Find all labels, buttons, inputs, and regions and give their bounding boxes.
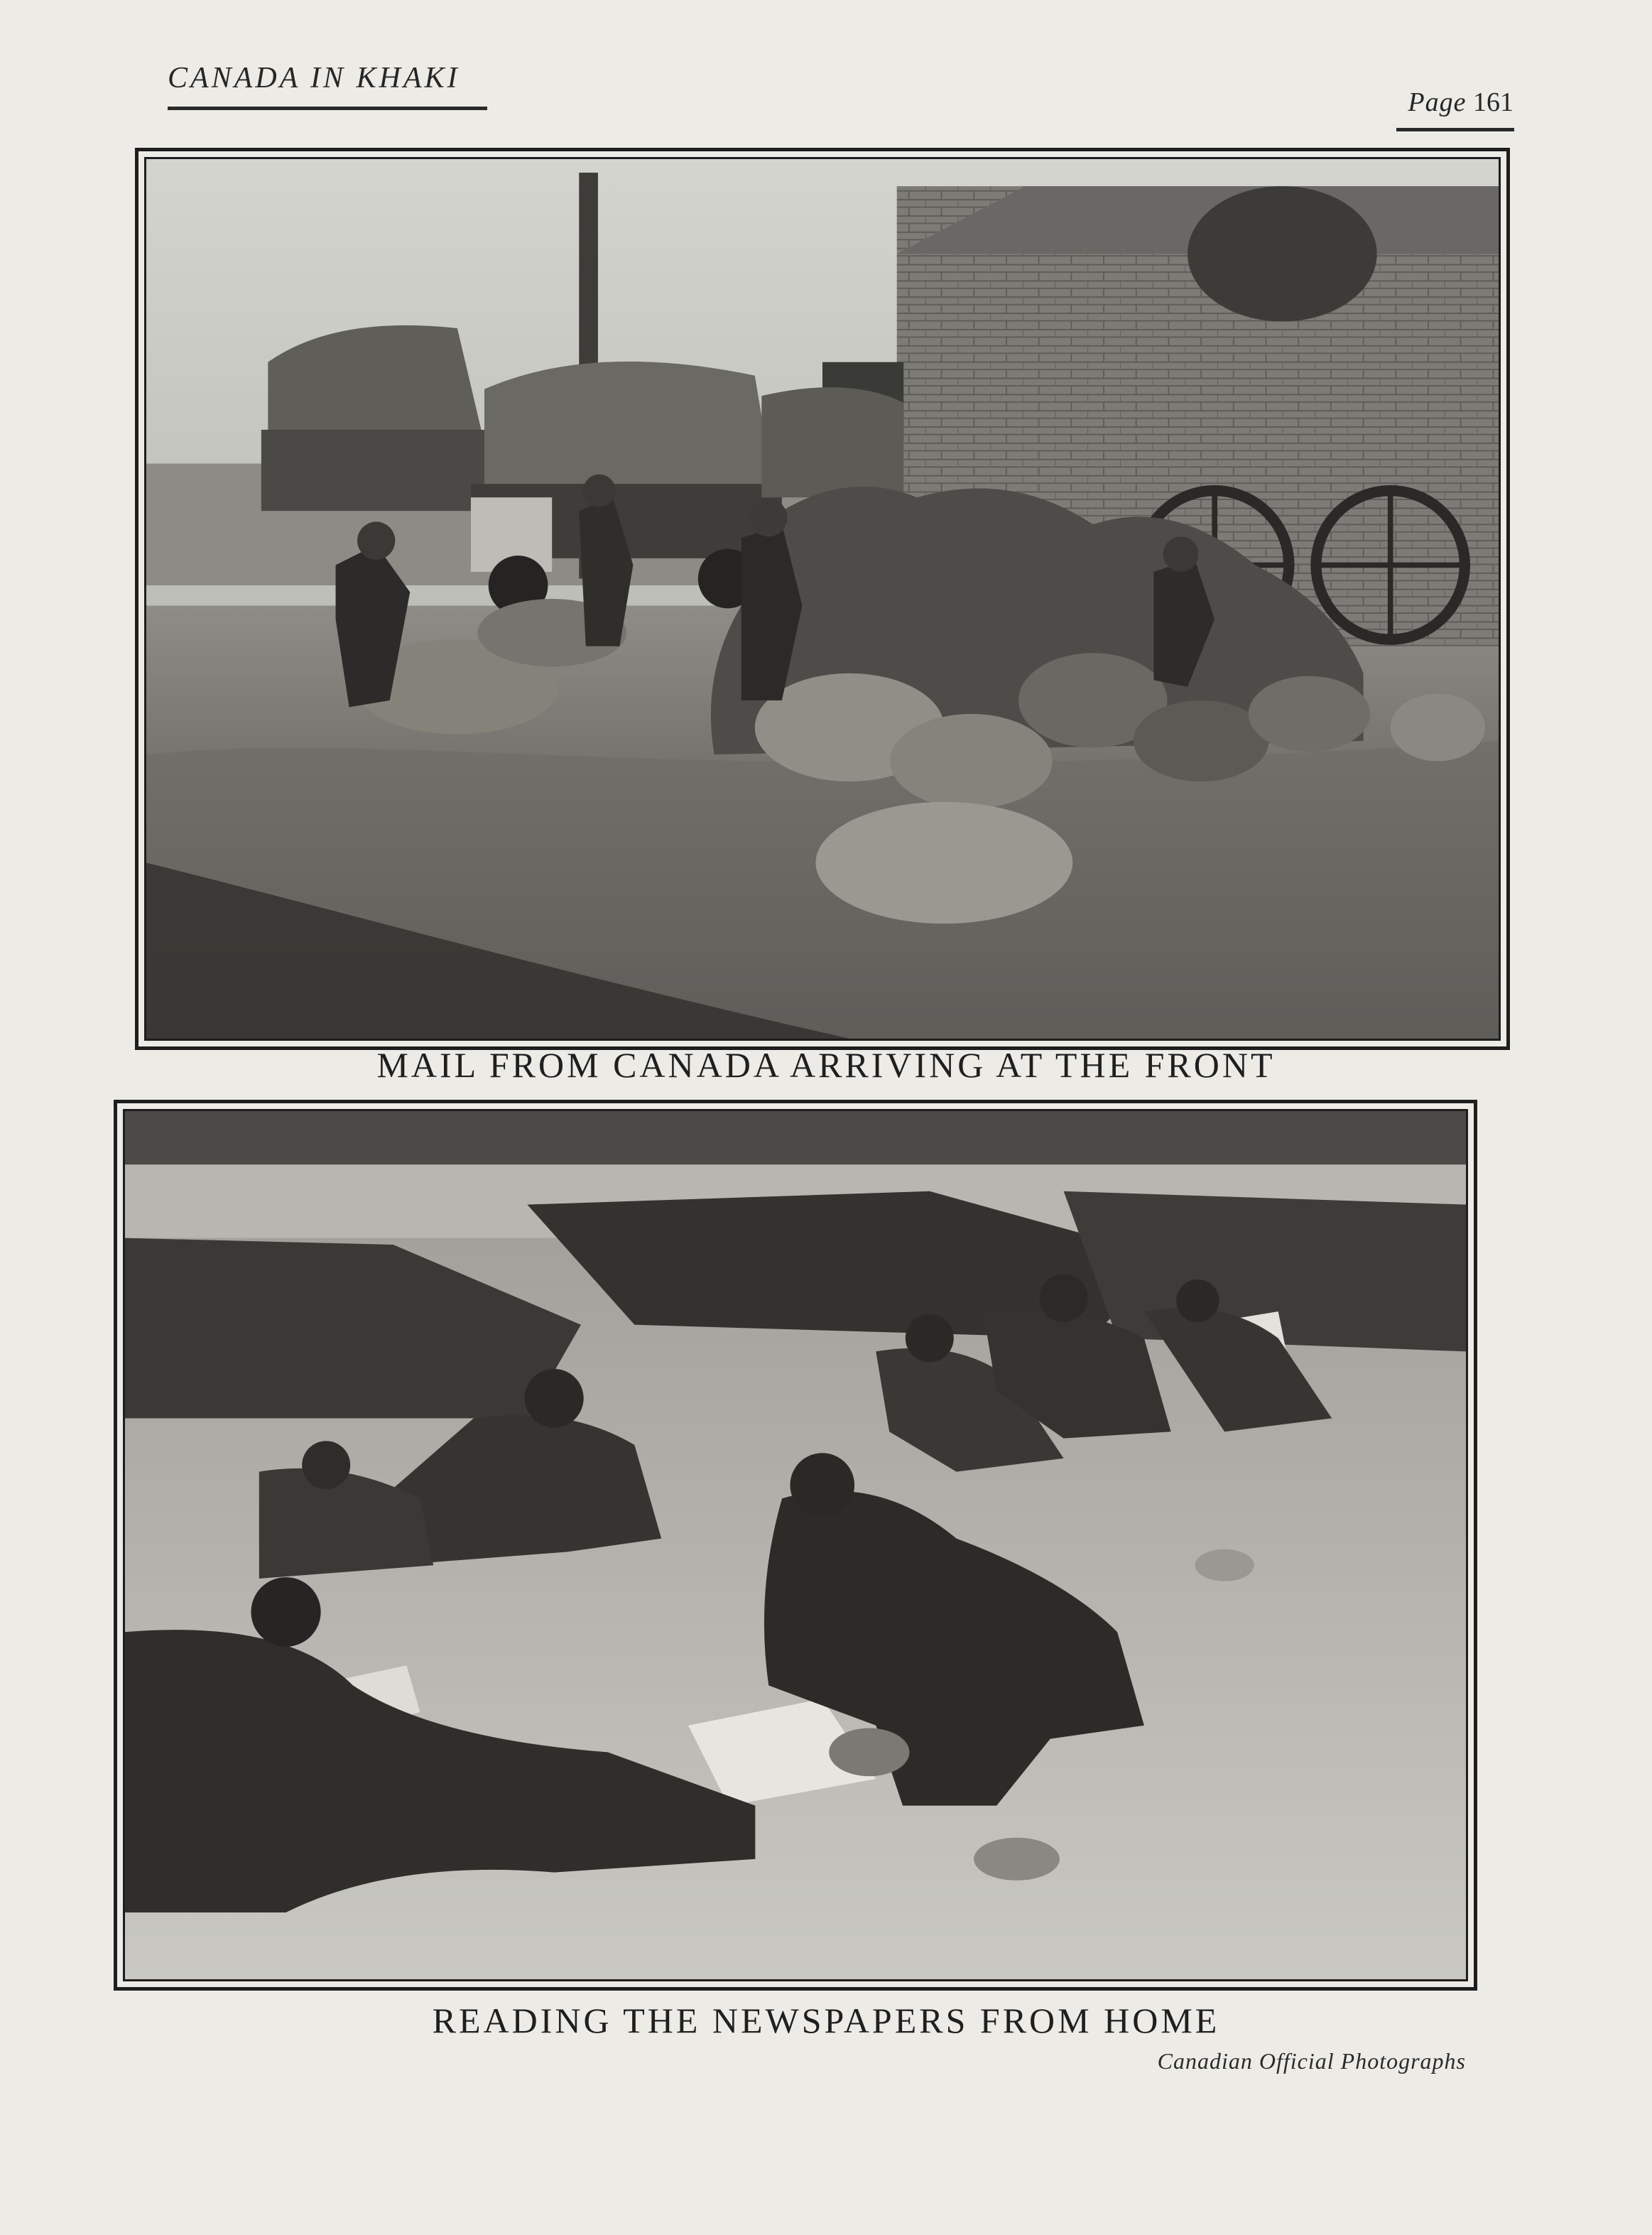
photo-reading-newspapers-drawing <box>125 1111 1466 1979</box>
caption-reading-newspapers: READING THE NEWSPAPERS FROM HOME <box>432 2001 1220 2040</box>
photo-mail-arriving-drawing <box>146 159 1499 1039</box>
photo-reading-newspapers-image <box>123 1109 1468 1981</box>
page-number <box>1408 87 1514 118</box>
photo-reading-newspapers <box>114 1100 1477 1991</box>
running-title-rule <box>168 107 487 110</box>
running-title: CANADA IN KHAKI <box>168 62 460 94</box>
photo-credit: Canadian Official Photographs <box>1157 2048 1466 2074</box>
page-label: Page <box>1408 87 1467 117</box>
page-number-rule <box>1396 128 1514 131</box>
page-number-value: 161 <box>1473 87 1514 117</box>
photo-mail-arriving <box>135 148 1510 1050</box>
photo-mail-arriving-image <box>144 157 1501 1041</box>
caption-mail-arriving: MAIL FROM CANADA ARRIVING AT THE FRONT <box>376 1045 1276 1085</box>
